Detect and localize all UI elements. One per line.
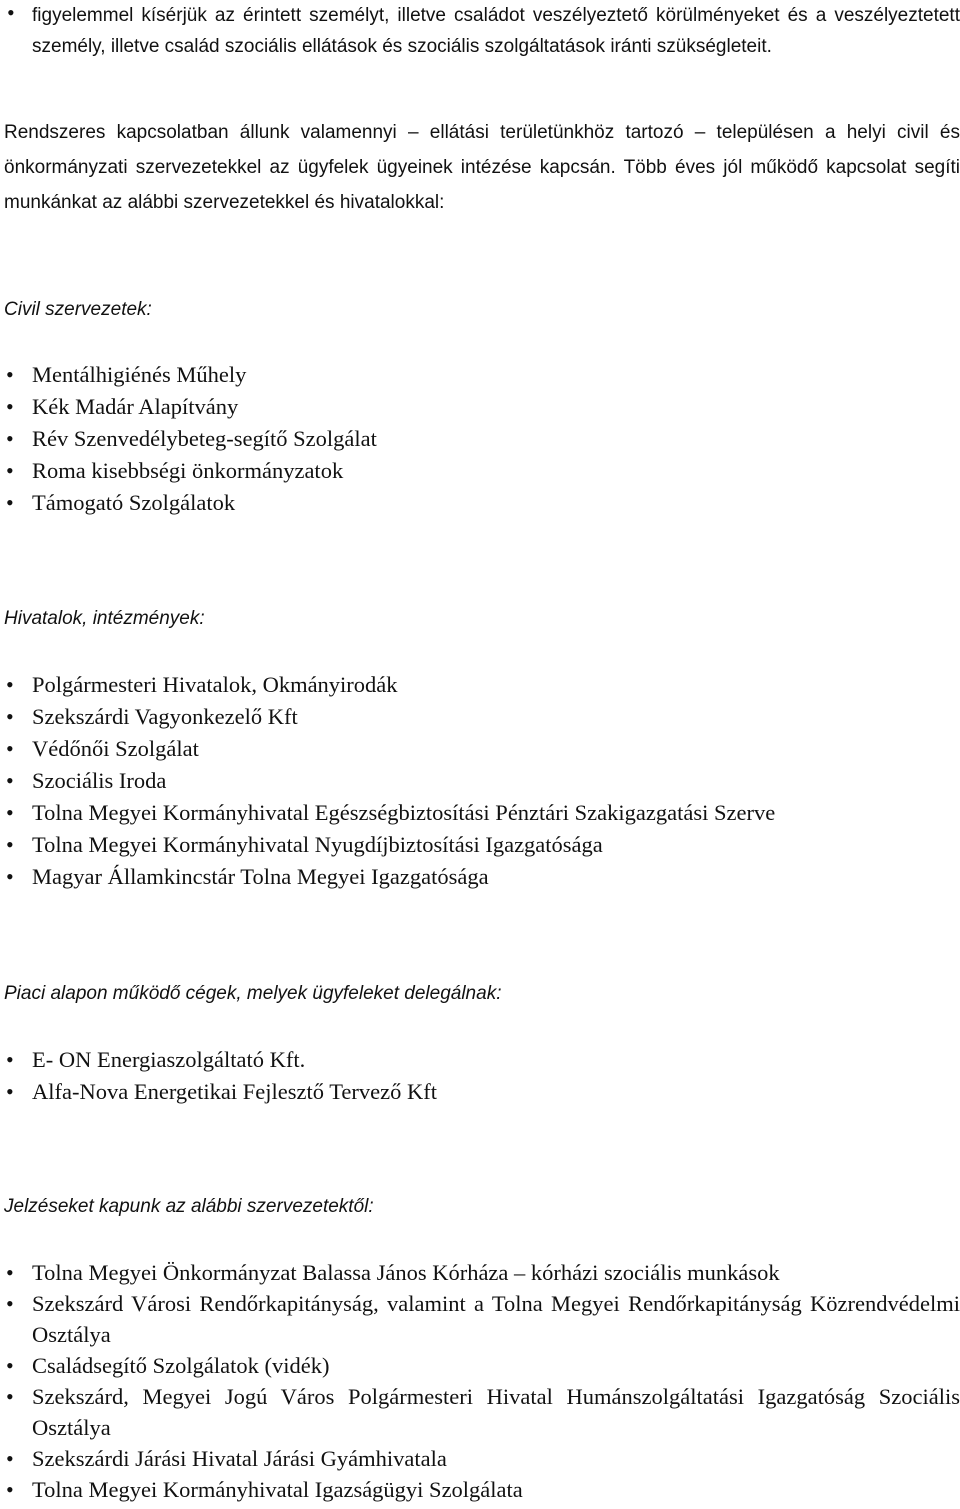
bullet-icon: • — [6, 1260, 14, 1285]
list-item: • Polgármesteri Hivatalok, Okmányirodák — [0, 669, 960, 701]
bullet-icon: • — [6, 1477, 14, 1502]
list-item: • Tolna Megyei Önkormányzat Balassa János Kórháza – kórházi szociális munkások — [0, 1257, 960, 1288]
list-item: • Tolna Megyei Kormányhivatal Egészségbiztosítási Pénztári Szakigazgatási Szerve — [0, 797, 960, 829]
list-companies — [0, 1044, 960, 1108]
list-civil — [0, 359, 960, 519]
section-heading-companies: Piaci alapon működő cégek, melyek ügyfeleket delegálnak: — [4, 983, 502, 1004]
body-paragraph: Rendszeres kapcsolatban állunk valamennyi – ellátási területünkhöz tartozó – településen a helyi civil és önkormányzati szervezetekkel az ügyfelek ügyeinek intézése kapcsán. Több éves jól működő kapcsolat segíti munkánkat az alábbi szervezetekkel és hivatalokkal: — [4, 122, 960, 213]
list-item: • Családsegítő Szolgálatok (vidék) — [0, 1350, 960, 1381]
list-signals — [0, 1257, 960, 1505]
bullet-icon: • — [6, 800, 14, 825]
bullet-icon: • — [6, 394, 14, 419]
list-item: • Védőnői Szolgálat — [0, 733, 960, 765]
list-item: • Szekszárdi Vagyonkezelő Kft — [0, 701, 960, 733]
list-item: • Magyar Államkincstár Tolna Megyei Igazgatósága — [0, 861, 960, 893]
bullet-icon: • — [6, 864, 14, 889]
list-offices — [0, 669, 960, 893]
list-item: • Alfa-Nova Energetikai Fejlesztő Tervező Kft — [0, 1076, 960, 1108]
list-item: • Mentálhigiénés Műhely — [0, 359, 960, 391]
bullet-icon: • — [6, 1291, 14, 1316]
bullet-icon: • — [6, 1446, 14, 1471]
bullet-icon: • — [6, 672, 14, 697]
bullet-icon: • — [6, 768, 14, 793]
list-item: • Szekszárd, Megyei Jogú Város Polgármesteri Hivatal Humánszolgáltatási Igazgatóság Szociális Osztálya — [0, 1381, 960, 1443]
bullet-icon: • — [7, 0, 15, 25]
bullet-icon: • — [6, 832, 14, 857]
list-item: • Roma kisebbségi önkormányzatok — [0, 455, 960, 487]
bullet-icon: • — [6, 458, 14, 483]
section-heading-offices: Hivatalok, intézmények: — [4, 608, 205, 629]
bullet-icon: • — [6, 1047, 14, 1072]
intro-bullet-text: figyelemmel kísérjük az érintett személyt, illetve családot veszélyeztető körülményeket és a veszélyeztetett személy, illetve család szociális ellátások és szociális szolgáltatások iránti szükségleteit. — [32, 5, 960, 57]
bullet-icon: • — [6, 426, 14, 451]
list-item: • E- ON Energiaszolgáltató Kft. — [0, 1044, 960, 1076]
list-item: • Rév Szenvedélybeteg-segítő Szolgálat — [0, 423, 960, 455]
list-item: • Támogató Szolgálatok — [0, 487, 960, 519]
list-item: • Szekszárdi Járási Hivatal Járási Gyámhivatala — [0, 1443, 960, 1474]
section-heading-signals: Jelzéseket kapunk az alábbi szervezetektől: — [4, 1196, 374, 1217]
list-item: • Kék Madár Alapítvány — [0, 391, 960, 423]
list-item: • Tolna Megyei Kormányhivatal Nyugdíjbiztosítási Igazgatósága — [0, 829, 960, 861]
list-item: • Szekszárd Városi Rendőrkapitányság, valamint a Tolna Megyei Rendőrkapitányság Közrendvédelmi Osztálya — [0, 1288, 960, 1350]
bullet-icon: • — [6, 1353, 14, 1378]
bullet-icon: • — [6, 362, 14, 387]
list-item: • Szociális Iroda — [0, 765, 960, 797]
bullet-icon: • — [6, 1384, 14, 1409]
list-item: • Tolna Megyei Kormányhivatal Igazságügyi Szolgálata — [0, 1474, 960, 1505]
bullet-icon: • — [6, 736, 14, 761]
section-heading-civil: Civil szervezetek: — [4, 299, 152, 320]
bullet-icon: • — [6, 490, 14, 515]
bullet-icon: • — [6, 1079, 14, 1104]
bullet-icon: • — [6, 704, 14, 729]
